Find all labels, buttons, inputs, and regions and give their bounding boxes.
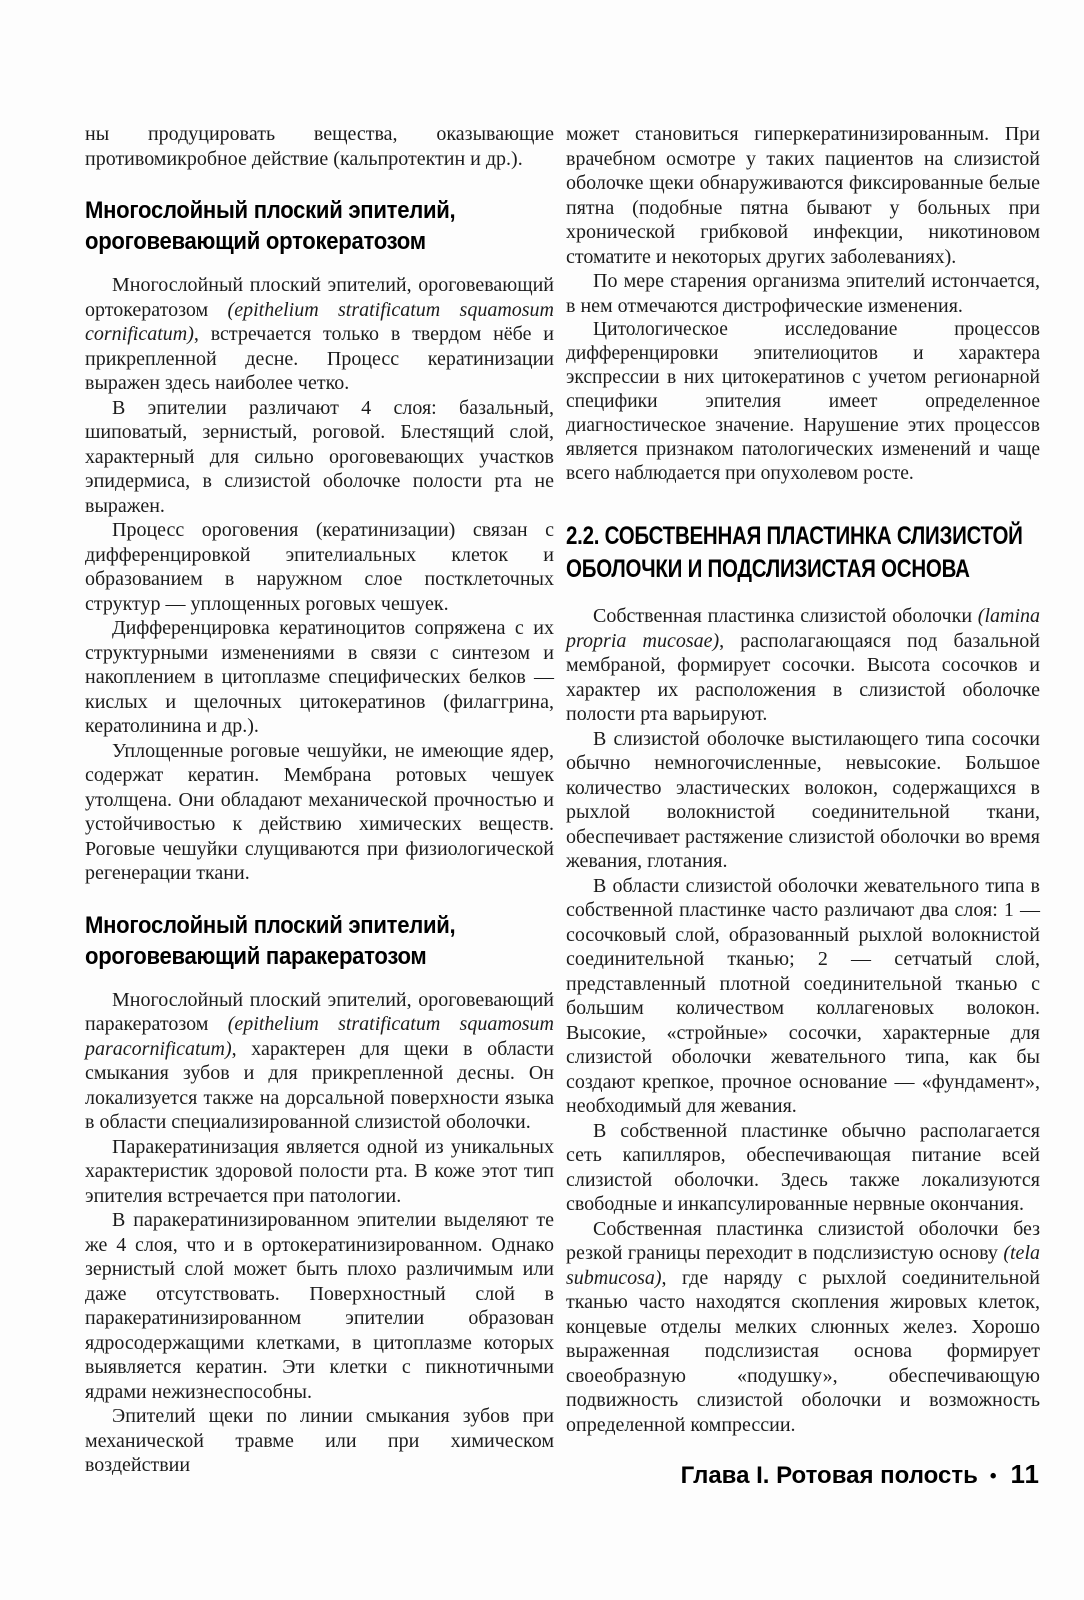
subheading-line: Многослойный плоский эпителий,	[85, 911, 456, 939]
paragraph-text: Собственная пластинка слизистой оболочки	[593, 605, 978, 627]
paragraph-text: Собственная пластинка слизистой оболочки без резкой границы переходит в подслизистую основу	[566, 1217, 1040, 1264]
subheading-line: ороговевающий ортокератозом	[85, 228, 426, 255]
paragraph: Процесс ороговения (кератинизации) связан с дифференцировкой эпителиальных клеток и образованием в наружном слое постклеточных структур — уплощенных роговых чешуек.	[85, 519, 554, 615]
subheading-line: Многослойный плоский эпителий,	[85, 197, 456, 224]
right-column	[566, 122, 1040, 1437]
subheading-parakeratosis	[85, 910, 554, 972]
paragraph: Уплощенные роговые чешуйки, не имеющие ядер, содержат кератин. Мембрана ротовых чешуек утолщена. Они обладают механической прочностью и устойчивостью к действию химических веществ. Роговые чешуйки слущиваются при физиологической регенерации ткани.	[85, 739, 554, 884]
left-column	[85, 122, 554, 1478]
paragraph: В области слизистой оболочки жевательного типа в собственной пластинке часто различают два слоя: 1 — сосочковый слой, образованный рыхлой волокнистой соединительной тканью; 2 — сетчатый слой, представленный плотной соединительной тканью с большим количеством коллагеновых волокон. Высокие, «стройные» сосочки, характерные для слизистой оболочки жевательного типа, как бы создают крепкое, прочное основание — «фундамент», необходимый для жевания.	[566, 874, 1040, 1117]
subheading-line: ороговевающий паракератозом	[85, 942, 427, 970]
paragraph	[566, 604, 1040, 727]
paragraph: Эпителий щеки по линии смыкания зубов при механической травме или при химическом воздействии	[85, 1405, 554, 1476]
paragraph: В эпителии различают 4 слоя: базальный, шиповатый, зернистый, роговой. Блестящий слой, характерный для сильно ороговевающих участков эпидермиса, в слизистой оболочке полости рта не выражен.	[85, 396, 554, 517]
paragraph: В собственной пластинке обычно располагается сеть капилляров, обеспечивающая питание всей слизистой оболочки. Здесь также локализуются свободные и инкапсулированные нервные окончания.	[566, 1119, 1040, 1215]
paragraph-continuation: может становиться гиперкератинизированным. При врачебном осмотре у таких пациентов на слизистой оболочке щеки обнаруживаются фиксированные белые пятна (подобные пятна бывают у больных при хронической грибковой инфекции, никотиновом стоматите и некоторых других заболеваниях).	[566, 123, 1040, 268]
note-paragraph: Цитологическое исследование процессов дифференцировки эпителиоцитов и характера экспрессии в них цитокератинов с учетом регионарной специфики эпителия имеет определенное диагностическое значение. Нарушение этих процессов является признаком патологических изменений и чаще всего наблюдается при опухолевом росте.	[566, 319, 1040, 484]
paragraph: Паракератинизация является одной из уникальных характеристик здоровой полости рта. В коже этот тип эпителия встречается при патологии.	[85, 1135, 554, 1207]
page-number: 11	[1010, 1459, 1040, 1489]
paragraph: По мере старения организма эпителий истончается, в нем отмечаются дистрофические изменения.	[566, 270, 1040, 317]
latin-term: (epithelium stratificatum squamosum paracornificatum)	[85, 1013, 555, 1060]
paragraph-text: , встречается только в твердом нёбе и прикрепленной десне. Процесс кератинизации выражен здесь наиболее четко.	[85, 323, 554, 394]
section-heading-2-2	[566, 520, 1040, 586]
paragraph-text: , где наряду с рыхлой соединительной тканью часто находятся скопления жировых клеток, концевые отделы мелких слюнных желез. Хорошо выраженная подслизистая основа формирует своеобразную «подушку», обеспечивающую подвижность слизистой оболочки и возможность определенной компрессии.	[566, 1266, 1040, 1436]
latin-term: (tela submucosa)	[566, 1242, 1040, 1289]
paragraph: Дифференцировка кератиноцитов сопряжена с их структурными изменениями в связи с синтезом и накоплением в цитоплазме специфических белков — кислых и щелочных цитокератинов (филаггрина, кератолинина и др.).	[85, 617, 554, 737]
section-heading-line: 2.2. СОБСТВЕННАЯ ПЛАСТИНКА СЛИЗИСТОЙ	[566, 522, 1023, 550]
section-heading-line: ОБОЛОЧКИ И ПОДСЛИЗИСТАЯ ОСНОВА	[566, 555, 970, 583]
latin-term: (lamina propria mucosae)	[566, 605, 1040, 652]
page-footer	[681, 1460, 1040, 1491]
paragraph: В слизистой оболочке выстилающего типа сосочки обычно немногочисленные, невысокие. Большое количество эластических волокон, содержащихся в рыхлой волокнистой соединительной ткани, обеспечивает растяжение слизистой оболочки во время жевания, глотания.	[566, 727, 1040, 872]
paragraph	[85, 273, 554, 396]
paragraph	[85, 988, 554, 1135]
footer-bullet-icon: •	[989, 1466, 997, 1487]
chapter-title: Глава I. Ротовая полость	[680, 1462, 978, 1489]
paragraph-text: Многослойный плоский эпителий, ороговевающий паракератозом	[85, 988, 554, 1035]
paragraph-text: , располагающаяся под базальной мембраной, формирует сосочки. Высота сосочков и характер их расположения в слизистой оболочке полости рта варьируют.	[566, 629, 1040, 725]
paragraph-text: Многослойный плоский эпителий, ороговевающий ортокератозом	[85, 274, 554, 321]
paragraph	[566, 1217, 1040, 1438]
subheading-orthokeratosis	[85, 195, 554, 257]
paragraph-text: , характерен для щеки в области смыкания зубов и для прикрепленной десны. Он локализуется также на дорсальной поверхности языка в области специализированной слизистой оболочки.	[85, 1037, 554, 1133]
paragraph: В паракератинизированном эпителии выделяют те же 4 слоя, что и в ортокератинизированном. Однако зернистый слой может быть плохо различимым или даже отсутствовать. Поверхностный слой в паракератинизированном эпителии образован ядросодержащими клетками, в цитоплазме которых выявляется кератин. Эти клетки с пикнотичными ядрами нежизнеспособны.	[85, 1209, 554, 1403]
latin-term: (epithelium stratificatum squamosum cornificatum)	[85, 298, 554, 345]
paragraph-intro-continuation: ны продуцировать вещества, оказывающие противомикробное действие (кальпротектин и др.).	[85, 123, 554, 170]
